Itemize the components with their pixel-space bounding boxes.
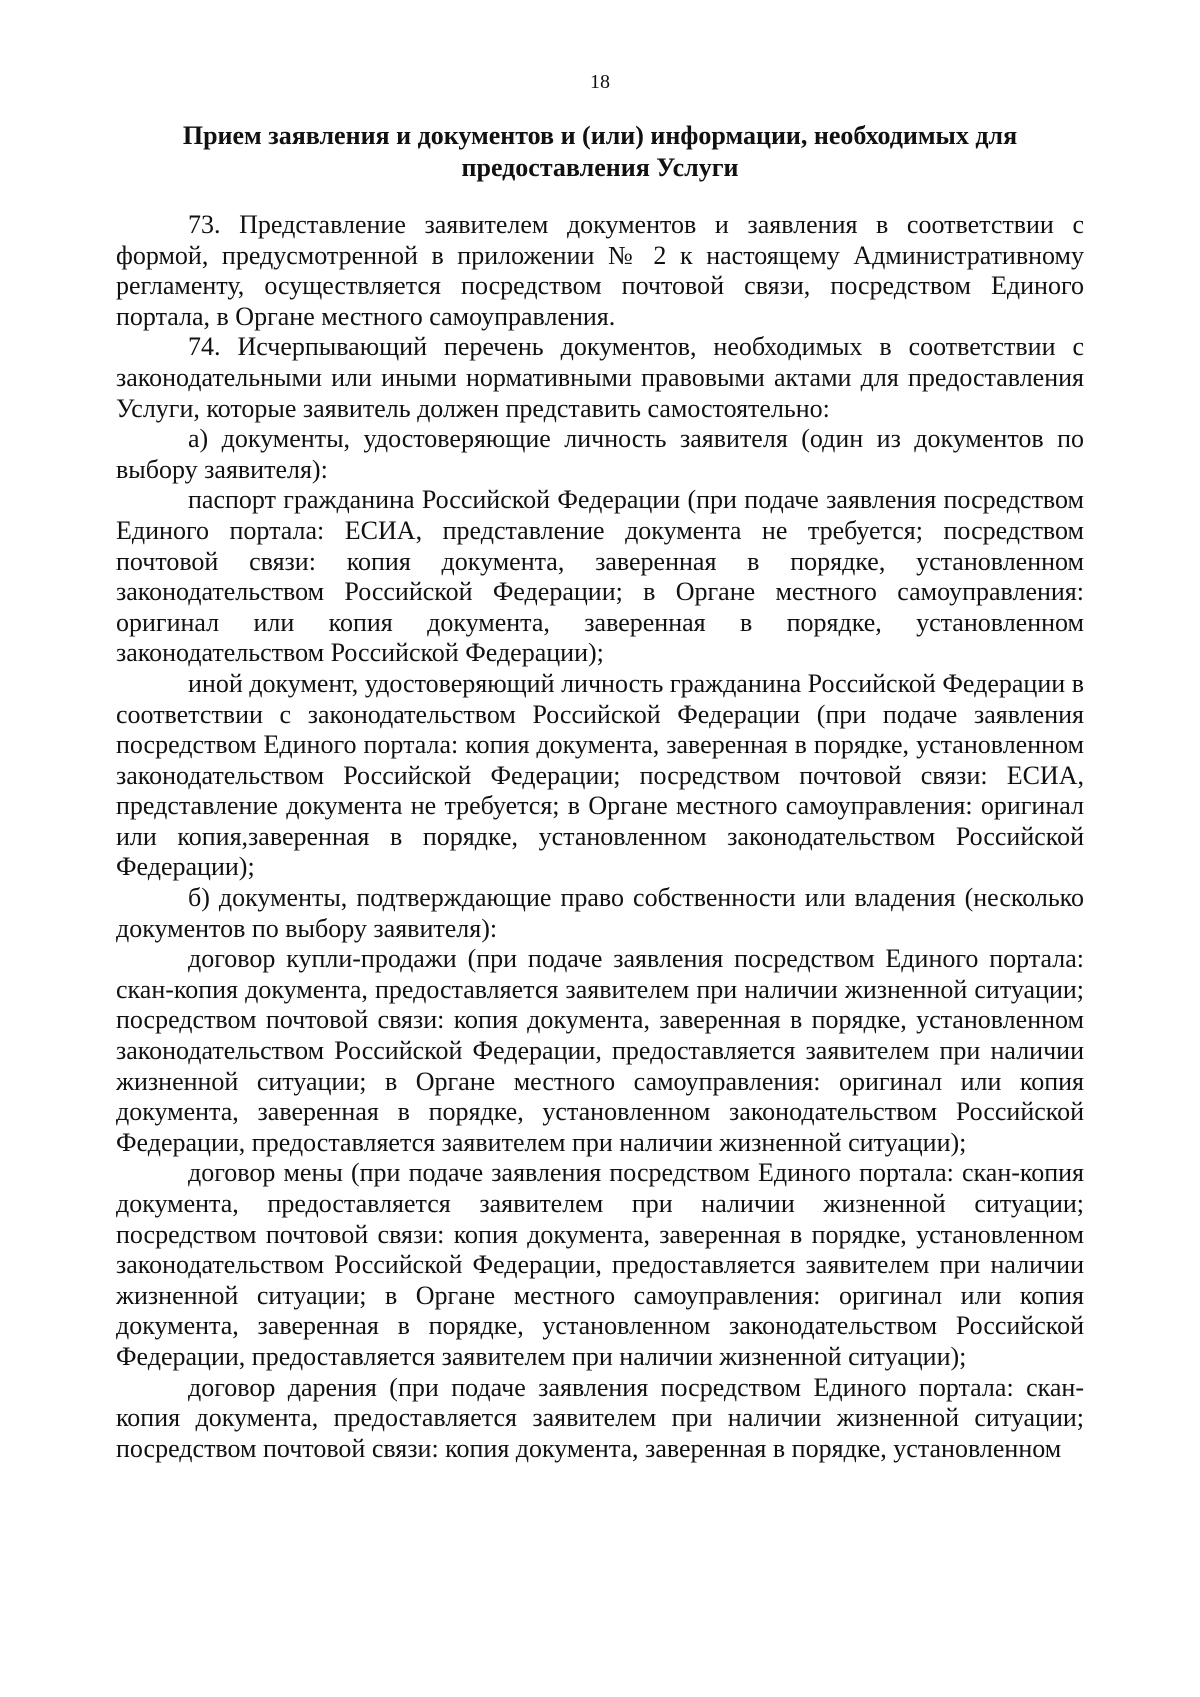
paragraph-73: 73. Представление заявителем документов и заявления в соответствии с формой, предусмотренной в приложении № 2 к настоящему Административному регламенту, осуществляется посредством почтовой связи, посредством Единого портала, в Органе местного самоуправления. [116, 210, 1084, 331]
paragraph-74: 74. Исчерпывающий перечень документов, необходимых в соответствии с законодательными или иными нормативными правовыми актами для предоставления Услуги, которые заявитель должен представить самостоятельно: [116, 332, 1084, 423]
item-exchange-contract: договор мены (при подаче заявления посредством Единого портала: скан-копия документа, предоставляется заявителем при наличии жизненной ситуации; посредством почтовой связи: копия документа, заверенная в порядке, установленном законодательством Российской Федерации, предоставляется заявителем при наличии жизненной ситуации; в Органе местного самоуправления: оригинал или копия документа, заверенная в порядке, установленном законодательством Российской Федерации, предоставляется заявителем при наличии жизненной ситуации); [116, 1158, 1084, 1371]
body-text [116, 210, 1084, 1464]
item-gift-contract: договор дарения (при подаче заявления посредством Единого портала: скан-копия документа, предоставляется заявителем при наличии жизненной ситуации; посредством почтовой связи: копия документа, заверенная в порядке, установленном [116, 1372, 1084, 1463]
page-number: 18 [590, 71, 610, 93]
item-b-ownership-documents: б) документы, подтверждающие право собственности или владения (несколько документов по выбору заявителя): [116, 883, 1084, 943]
item-a-identity-documents: а) документы, удостоверяющие личность заявителя (один из документов по выбору заявителя): [116, 424, 1084, 484]
section-heading-line-1: Прием заявления и документов и (или) информации, необходимых для [182, 121, 1018, 150]
item-other-identity-document: иной документ, удостоверяющий личность гражданина Российской Федерации в соответствии с законодательством Российской Федерации (при подаче заявления посредством Единого портала: копия документа, заверенная в порядке, установленном законодательством Российской Федерации; посредством почтовой связи: ЕСИА, представление документа не требуется; в Органе местного самоуправления: оригинал или копия,заверенная в порядке, установленном законодательством Российской Федерации); [116, 668, 1084, 882]
section-heading-line-2: предоставления Услуги [461, 153, 739, 182]
section-heading [116, 120, 1084, 184]
item-sale-contract: договор купли-продажи (при подаче заявления посредством Единого портала: скан-копия документа, предоставляется заявителем при наличии жизненной ситуации; посредством почтовой связи: копия документа, заверенная в порядке, установленном законодательством Российской Федерации, предоставляется заявителем при наличии жизненной ситуации; в Органе местного самоуправления: оригинал или копия документа, заверенная в порядке, установленном законодательством Российской Федерации, предоставляется заявителем при наличии жизненной ситуации); [116, 944, 1084, 1157]
item-passport: паспорт гражданина Российской Федерации (при подаче заявления посредством Единого портала: ЕСИА, представление документа не требуется; посредством почтовой связи: копия документа, заверенная в порядке, установленном законодательством Российской Федерации; в Органе местного самоуправления: оригинал или копия документа, заверенная в порядке, установленном законодательством Российской Федерации); [116, 485, 1084, 668]
